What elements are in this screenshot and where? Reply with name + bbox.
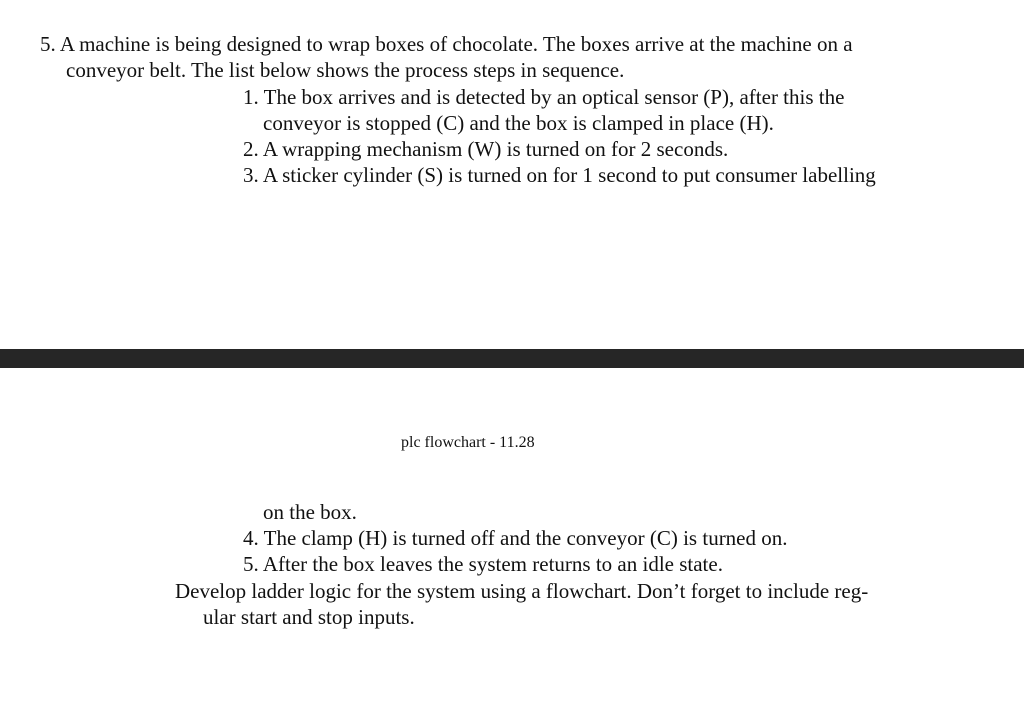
task-line-2: ular start and stop inputs.	[203, 605, 415, 629]
step-1-line-1: 1. The box arrives and is detected by an optical sensor (P), after this the	[243, 85, 845, 109]
step-4: 4. The clamp (H) is turned off and the conveyor (C) is turned on.	[243, 526, 788, 550]
question-line-2: conveyor belt. The list below shows the process steps in sequence.	[66, 58, 625, 82]
step-5: 5. After the box leaves the system returns to an idle state.	[243, 552, 723, 576]
page-caption: plc flowchart - 11.28	[401, 434, 535, 451]
step-3-line-2: on the box.	[263, 500, 357, 524]
task-line-1: Develop ladder logic for the system using a flowchart. Don’t forget to include reg-	[175, 579, 869, 603]
step-2: 2. A wrapping mechanism (W) is turned on for 2 seconds.	[243, 137, 729, 161]
step-3-line-1: 3. A sticker cylinder (S) is turned on for 1 second to put consumer labelling	[243, 163, 876, 187]
page-divider	[0, 349, 1024, 368]
step-1-line-2: conveyor is stopped (C) and the box is clamped in place (H).	[263, 111, 774, 135]
question-line-1: 5. A machine is being designed to wrap boxes of chocolate. The boxes arrive at the machine on a	[40, 32, 853, 56]
